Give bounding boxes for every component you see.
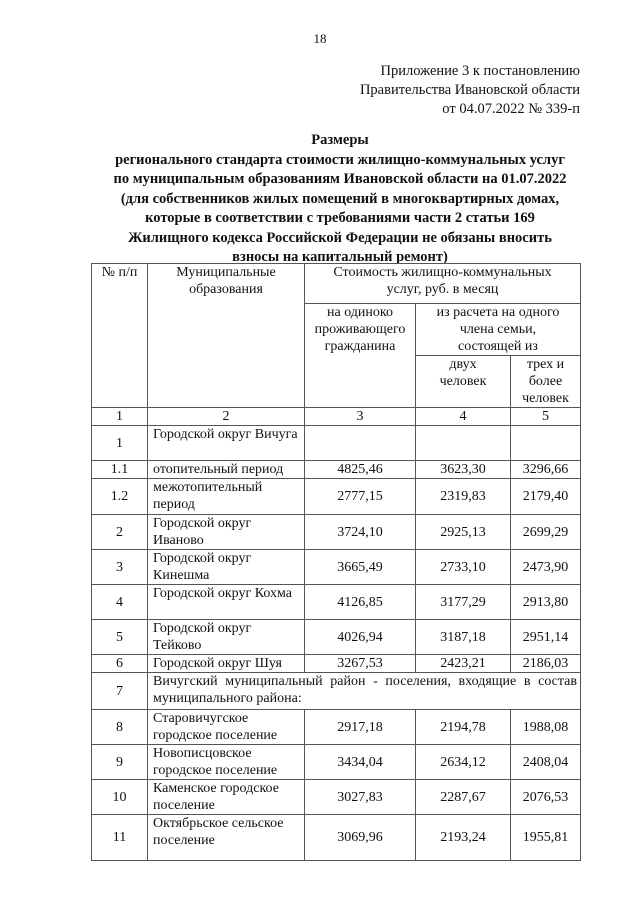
row-single: 2917,18 <box>305 710 416 745</box>
row-two: 3623,30 <box>416 461 511 479</box>
row-name: отопительный период <box>148 461 305 479</box>
row-two: 3187,18 <box>416 620 511 655</box>
table-row <box>92 515 581 550</box>
title-line: Размеры <box>311 132 369 148</box>
row-single: 4825,46 <box>305 461 416 479</box>
page-number: 18 <box>313 31 327 46</box>
header-three-plus: трех и более человек <box>511 356 581 408</box>
row-num: 1.2 <box>92 479 148 515</box>
table-row <box>92 745 581 780</box>
title-line: регионального стандарта стоимости жилищно-коммунальных услуг <box>115 151 565 168</box>
row-three: 1955,81 <box>511 815 581 861</box>
column-number: 2 <box>148 408 305 426</box>
row-name: Городской округ Кохма <box>148 585 305 620</box>
row-num: 7 <box>92 673 148 710</box>
row-name: Городской округ Шуя <box>148 655 305 673</box>
header-num: № п/п <box>92 264 148 408</box>
row-single: 3027,83 <box>305 780 416 815</box>
header-municipality: Муниципальные образования <box>148 264 305 408</box>
row-num: 10 <box>92 780 148 815</box>
row-three: 2473,90 <box>511 550 581 585</box>
rates-table <box>91 263 581 861</box>
row-num: 9 <box>92 745 148 780</box>
row-two: 2733,10 <box>416 550 511 585</box>
table-row <box>92 550 581 585</box>
column-number-row <box>92 408 581 426</box>
header-two: двух человек <box>416 356 511 408</box>
row-single: 3069,96 <box>305 815 416 861</box>
title-line: Жилищного кодекса Российской Федерации не обязаны вносить <box>128 229 552 246</box>
row-three: 1988,08 <box>511 710 581 745</box>
row-num: 11 <box>92 815 148 861</box>
row-two: 2423,21 <box>416 655 511 673</box>
row-three: 3296,66 <box>511 461 581 479</box>
header-row <box>92 264 581 304</box>
row-num: 4 <box>92 585 148 620</box>
table-row <box>92 585 581 620</box>
row-single <box>305 426 416 461</box>
row-single: 4026,94 <box>305 620 416 655</box>
row-name: Каменское городское поселение <box>148 780 305 815</box>
row-name: межотопительный период <box>148 479 305 515</box>
row-two: 2193,24 <box>416 815 511 861</box>
row-name: Октябрьское сельское поселение <box>148 815 305 861</box>
table-row <box>92 655 581 673</box>
row-two: 2319,83 <box>416 479 511 515</box>
table-row <box>92 479 581 515</box>
document-title <box>80 131 600 268</box>
table-row <box>92 426 581 461</box>
row-three: 2076,53 <box>511 780 581 815</box>
table-row <box>92 710 581 745</box>
row-single: 3665,49 <box>305 550 416 585</box>
table-row <box>92 815 581 861</box>
row-name: Новописцовское городское поселение <box>148 745 305 780</box>
row-name: Городской округ Вичуга <box>148 426 305 461</box>
row-num: 3 <box>92 550 148 585</box>
title-line: которые в соответствии с требованиями части 2 статьи 169 <box>145 210 535 226</box>
appendix-reference <box>360 62 580 119</box>
title-line: по муниципальным образованиям Ивановской области на 01.07.2022 <box>113 171 567 187</box>
row-single: 3267,53 <box>305 655 416 673</box>
row-single: 3434,04 <box>305 745 416 780</box>
row-three: 2699,29 <box>511 515 581 550</box>
row-three: 2951,14 <box>511 620 581 655</box>
row-three: 2179,40 <box>511 479 581 515</box>
table-row <box>92 620 581 655</box>
row-two: 2634,12 <box>416 745 511 780</box>
row-name-spanning: Вичугский муниципальный район - поселения, входящие в состав муниципального района: <box>148 673 581 710</box>
title-line: (для собственников жилых помещений в многоквартирных домах, <box>120 190 560 207</box>
row-two: 2287,67 <box>416 780 511 815</box>
column-number: 4 <box>416 408 511 426</box>
row-num: 1 <box>92 426 148 461</box>
appendix-line: Правительства Ивановской области <box>359 82 580 98</box>
row-name: Городской округ Иваново <box>148 515 305 550</box>
row-name: Городской округ Тейково <box>148 620 305 655</box>
row-three: 2408,04 <box>511 745 581 780</box>
row-num: 2 <box>92 515 148 550</box>
row-two <box>416 426 511 461</box>
row-name: Старовичугское городское поселение <box>148 710 305 745</box>
column-number: 1 <box>92 408 148 426</box>
header-single: на одиноко проживающего гражданина <box>305 304 416 408</box>
row-three: 2913,80 <box>511 585 581 620</box>
row-num: 5 <box>92 620 148 655</box>
column-number: 5 <box>511 408 581 426</box>
row-single: 4126,85 <box>305 585 416 620</box>
header-per-member: из расчета на одного члена семьи, состоящей из <box>416 304 581 356</box>
row-num: 8 <box>92 710 148 745</box>
column-number: 3 <box>305 408 416 426</box>
row-name: Городской округ Кинешма <box>148 550 305 585</box>
title-line: взносы на капитальный ремонт) <box>232 249 448 265</box>
appendix-line: от 04.07.2022 № 339-п <box>442 101 580 117</box>
row-two: 2194,78 <box>416 710 511 745</box>
row-three: 2186,03 <box>511 655 581 673</box>
table-row <box>92 461 581 479</box>
row-num: 1.1 <box>92 461 148 479</box>
table-row <box>92 673 581 710</box>
row-two: 3177,29 <box>416 585 511 620</box>
row-single: 2777,15 <box>305 479 416 515</box>
table-row <box>92 780 581 815</box>
header-cost: Стоимость жилищно-коммунальных услуг, руб. в месяц <box>305 264 581 304</box>
row-two: 2925,13 <box>416 515 511 550</box>
row-num: 6 <box>92 655 148 673</box>
row-single: 3724,10 <box>305 515 416 550</box>
row-three <box>511 426 581 461</box>
appendix-line: Приложение 3 к постановлению <box>380 63 580 79</box>
